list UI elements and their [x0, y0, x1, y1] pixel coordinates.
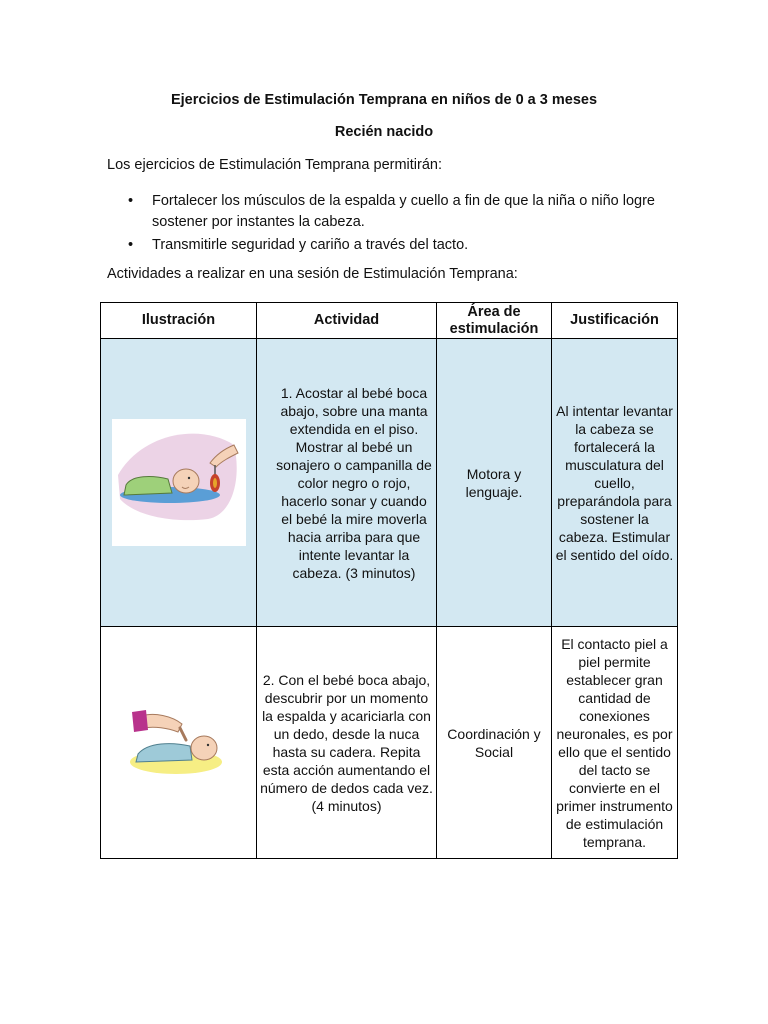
- bullet-item: • Transmitirle seguridad y cariño a través del tacto.: [107, 235, 667, 256]
- activity-cell: 2. Con el bebé boca abajo, descubrir por un momento la espalda y acariciarla con un dedo, desde la nuca hasta su cadera. Repita esta acción aumentando el número de dedos cada vez. (4 minutos): [257, 627, 437, 859]
- page-title: Ejercicios de Estimulación Temprana en niños de 0 a 3 meses: [170, 92, 598, 108]
- area-cell: Coordinación y Social: [437, 627, 552, 859]
- header-justification: Justificación: [552, 303, 678, 339]
- activity-cell: 1. Acostar al bebé boca abajo, sobre una manta extendida en el piso. Mostrar al bebé un sonajero o campanilla de color negro o rojo, hacerlo sonar y cuando el bebé la mire moverla hacia arriba para que intente levantar la cabeza. (3 minutos): [257, 339, 437, 627]
- illustration-cell: [101, 627, 257, 859]
- area-cell: Motora y lenguaje.: [437, 339, 552, 627]
- illustration-cell: [101, 339, 257, 627]
- bullet-list: [107, 191, 667, 258]
- activities-table: [100, 302, 678, 859]
- header-activity: Actividad: [257, 303, 437, 339]
- table-header-row: [101, 303, 678, 339]
- justification-cell: El contacto piel a piel permite establecer gran cantidad de conexiones neuronales, es por ello que el sentido del tacto se convierte en el primer instrumento de estimulación temprana.: [552, 627, 678, 859]
- page-subtitle: Recién nacido: [334, 124, 434, 140]
- justification-cell: Al intentar levantar la cabeza se fortalecerá la musculatura del cuello, preparándola para sostener la cabeza. Estimular el sentido del oído.: [552, 339, 678, 627]
- hand-stroking-baby-back-icon: [124, 698, 234, 788]
- table-row: [101, 339, 678, 627]
- bullet-item: • Fortalecer los músculos de la espalda y cuello a fin de que la niña o niño logre sostener por instantes la cabeza.: [107, 191, 667, 233]
- header-illustration: Ilustración: [101, 303, 257, 339]
- table-row: [101, 627, 678, 859]
- intro-text: Los ejercicios de Estimulación Temprana permitirán:: [107, 157, 442, 173]
- baby-tummy-time-rattle-icon: [112, 419, 246, 546]
- activities-heading: Actividades a realizar en una sesión de Estimulación Temprana:: [107, 266, 518, 282]
- header-area: Área de estimulación: [437, 303, 552, 339]
